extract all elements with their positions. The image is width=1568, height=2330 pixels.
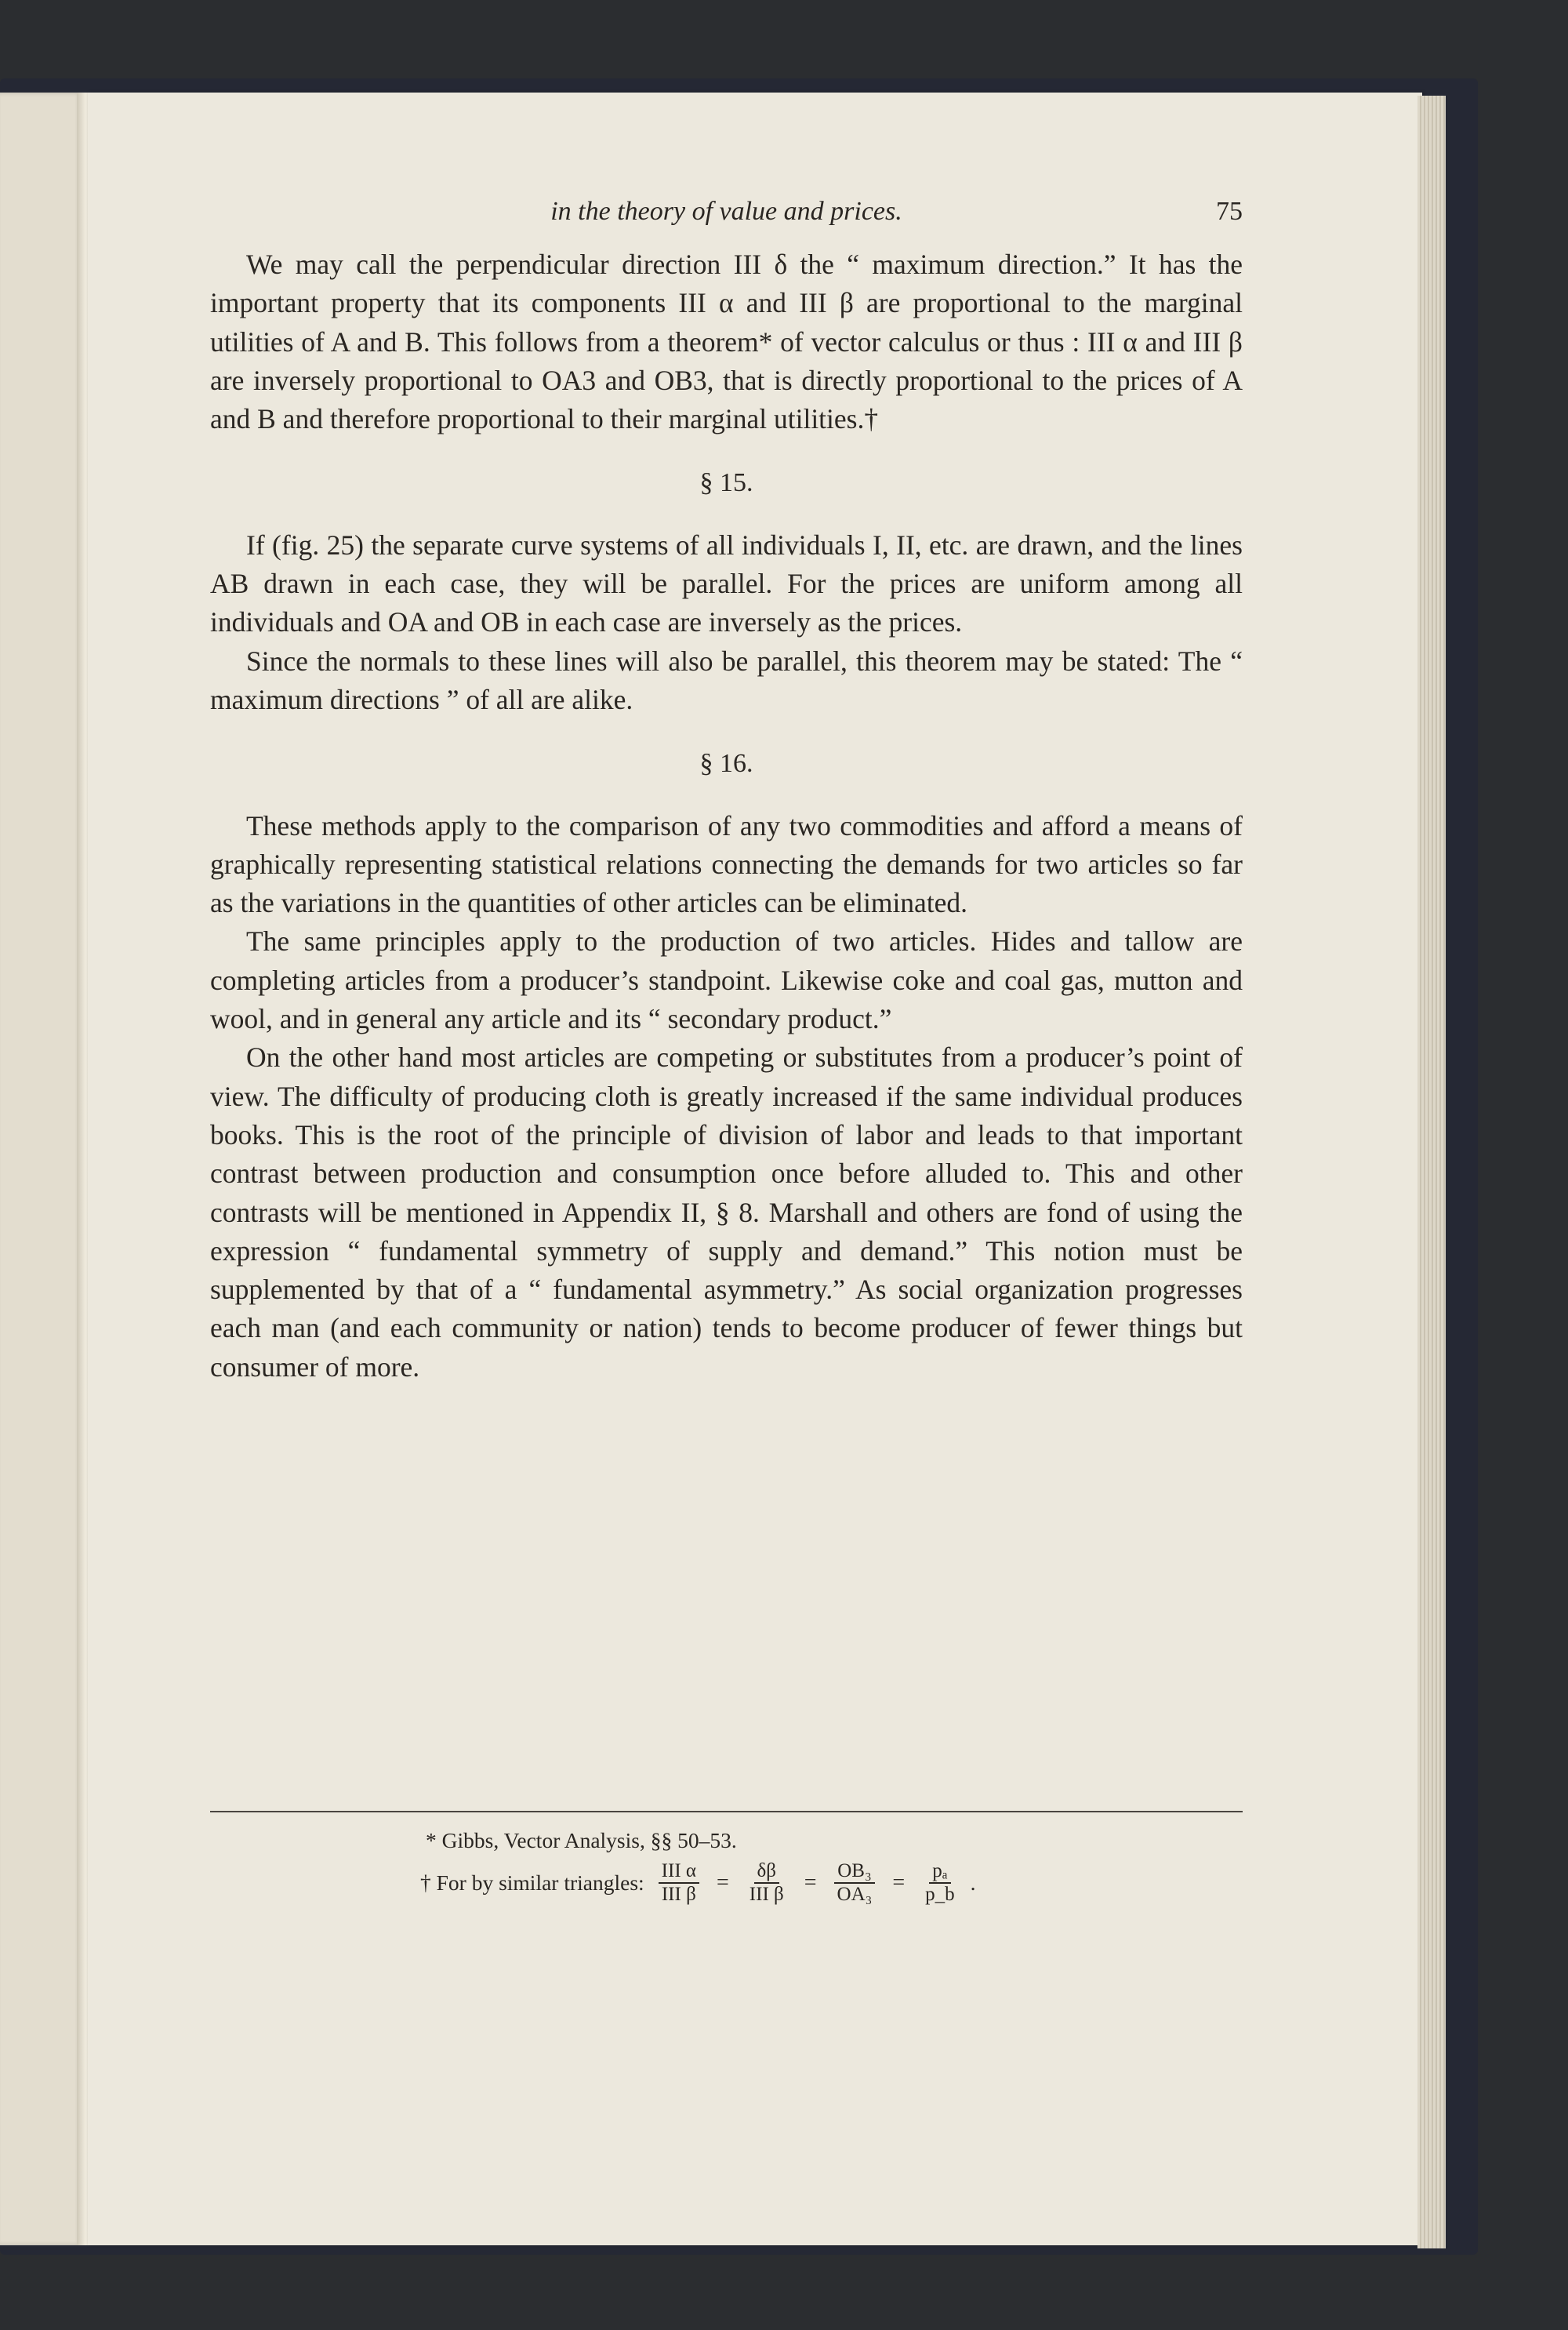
equals-sign: = [717,1870,729,1895]
fraction [746,1860,787,1906]
paragraph: We may call the perpendicular direction III δ the “ maximum direction.” It has the important property that its components III α and III β are proportional to the marginal utilities of A and B. This follows from a theorem* of vector calculus or thus : III α and III β are inversely proportional to OA3 and OB3, that is directly proportional to the prices of A and B and therefore proportional to their marginal utilities.† [210,249,1243,435]
fraction [659,1860,699,1906]
section-heading-16: § 16. [699,749,753,779]
page-edges [1417,96,1446,2248]
paragraph: These methods apply to the comparison of any two commodities and afford a means of graphically representing statistical relations connecting the demands for two articles so far as the variations in the quantities of other articles can be eliminated. [210,809,1243,919]
fraction-denominator: III β [661,1884,696,1905]
equals-sign: = [892,1870,906,1895]
footnote-rule [210,1811,1243,1812]
fraction-numerator: OB₃ [834,1860,874,1884]
paragraph: The same principles apply to the production of two articles. Hides and tallow are completing articles from a producer’s standpoint. Likewise coke and coal gas, mutton and wool, and in general any article and its “ secondary product.” [210,925,1243,1035]
footnote-dagger-lead: † For by similar triangles: [420,1870,644,1895]
fraction-numerator: δβ [754,1860,780,1884]
fraction [834,1860,876,1906]
page-number: 75 [1216,197,1243,226]
fraction-numerator: III α [659,1860,699,1884]
footnote-end: . [970,1870,976,1895]
footnote-star: * Gibbs, Vector Analysis, §§ 50–53. [426,1828,737,1852]
left-page-edge [0,93,82,2245]
footnote-dagger [210,1860,1243,1906]
equals-sign: = [804,1870,817,1895]
running-head [210,192,1243,231]
paragraph: If (fig. 25) the separate curve systems of all individuals I, II, etc. are drawn, and the lines AB drawn in each case, they will be parallel. For the prices are uniform among all individuals and OA and OB in each case are inversely as the prices. [210,529,1243,638]
fraction [922,1860,958,1906]
fraction-denominator: III β [749,1884,784,1905]
page-content [210,192,1243,1387]
fraction-numerator: pₐ [929,1860,950,1884]
running-head-title: in the theory of value and prices. [550,197,902,226]
fraction-denominator: p_b [925,1884,955,1905]
fraction-denominator: OA₃ [837,1884,873,1905]
paragraph: Since the normals to these lines will also be parallel, this theorem may be stated: The “ maximum directions ” of all are alike. [210,645,1243,715]
paragraph: On the other hand most articles are competing or substitutes from a producer’s point of view. The difficulty of producing cloth is greatly increased if the same individual produces books. This is the root of the principle of division of labor and leads to that important contrast between production and consumption once before alluded to. This and other contrasts will be mentioned in Appendix II, § 8. Marshall and others are fond of using the expression “ fundamental symmetry of supply and demand.” This notion must be supplemented by that of a “ fundamental asymmetry.” As social organization progresses each man (and each community or nation) tends to become producer of fewer things but consumer of more. [210,1041,1243,1383]
section-heading-15: § 15. [699,468,753,498]
footnotes [210,1826,1243,1906]
